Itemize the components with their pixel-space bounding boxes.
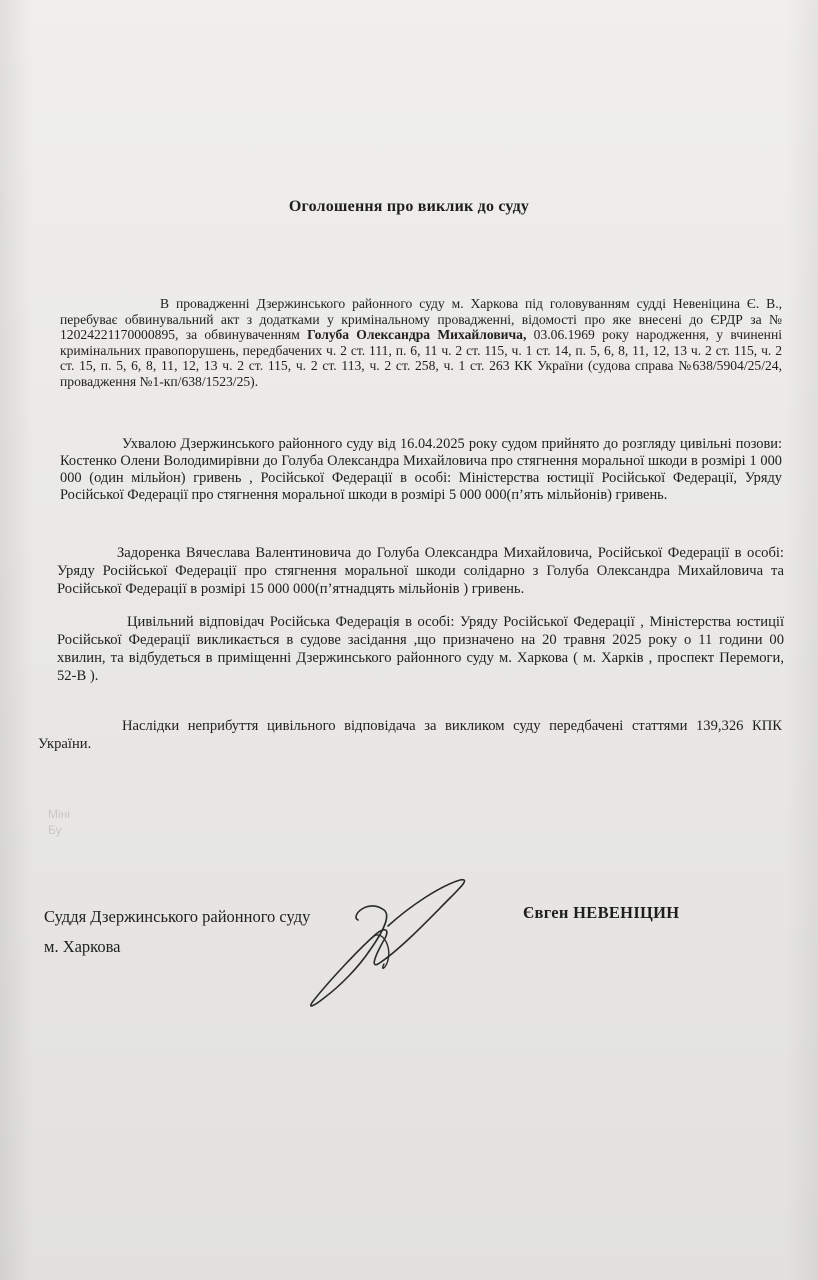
paragraph-consequences: [38, 717, 782, 753]
signer-role-city: м. Харкова: [44, 937, 121, 956]
signer-name: Євген НЕВЕНІЦИН: [523, 903, 680, 922]
paragraph-civil-claims-text: Ухвалою Дзержинського районного суду від 16.04.2025 року судом прийнято до розгляду цивільні позови: Костенко Олени Володимирівни до Голуба Олександра Михайловича про стягнення моральної шкоди в розмірі 1 000 000 (один мільйон) гривень , Російської Федерації в особі: Міністерства юстиції Російської Федерації, Уряду Російської Федерації про стягнення моральної шкоди в розмірі 5 000 000(п’ять мільйонів) гривень.: [60, 436, 782, 503]
document-title: Оголошення про виклик до суду: [288, 198, 530, 215]
accused-name: Голуба Олександра Михайловича,: [307, 327, 527, 343]
faded-text-line: Міні: [48, 807, 70, 821]
paragraph-proceedings-intro: В провадженні Дзержинського районного суду м. Харкова під головуванням судді Невеніцина Є. В., перебуває обвинувальний акт з додатками у кримінальному провадженні, відомості про яке внесені до ЄРДР за № 12024221170000895, за обвинуваченням: [60, 296, 782, 343]
paragraph-summons-text: Цивільний відповідач Російська Федерація в особі: Уряду Російської Федерації , Міністерства юстиції Російської Федерації викликається в судове засідання ,що призначено на 20 травня 2025 року о 11 години 00 хвилин, та відбудеться в приміщенні Дзержинського районного суду м. Харкова ( м. Харків , проспект Перемоги, 52-В ).: [57, 614, 784, 684]
paragraph-proceedings: [60, 296, 782, 390]
signer-role-line: Суддя Дзержинського районного суду: [44, 907, 311, 926]
paragraph-second-claim-text: Задоренка Вячеслава Валентиновича до Голуба Олександра Михайловича, Російської Федерації в особі: Уряду Російської Федерації про стягнення моральної шкоди солідарно з Голуба Олександра Михайловича та Російської Федерації в розмірі 15 000 000(п’ятнадцять мільйонів ) гривень.: [57, 545, 784, 597]
paragraph-civil-claims: [60, 436, 782, 504]
paragraph-consequences-text: Наслідки неприбуття цивільного відповідача за викликом суду передбачені статтями 139,326 КПК України.: [38, 718, 782, 752]
signer-role: [44, 902, 310, 962]
paragraph-proceedings-rest: 03.06.1969 року народження, у вчиненні кримінальних правопорушень, передбачених ч. 2 ст. 111, п. 6, 11 ч. 2 ст. 115, ч. 1 ст. 14, п. 5, 6, 8, 11, 12, 13 ч. 2 ст. 115, ч. 2 ст. 15, п. 5, 6, 8, 11, 12, 13 ч. 2 ст. 115, ч. 2 ст. 113, ч. 2 ст. 258, ч. 1 ст. 263 КК України (судова справа №638/5904/25/24, провадження №1-кп/638/1523/25).: [60, 327, 782, 389]
faded-text-line: Бу: [48, 823, 62, 837]
paragraph-second-claim: [57, 544, 784, 598]
faded-bleed-through-text: [48, 806, 70, 838]
handwritten-signature-icon: [280, 868, 480, 1028]
paragraph-summons: [57, 613, 784, 685]
